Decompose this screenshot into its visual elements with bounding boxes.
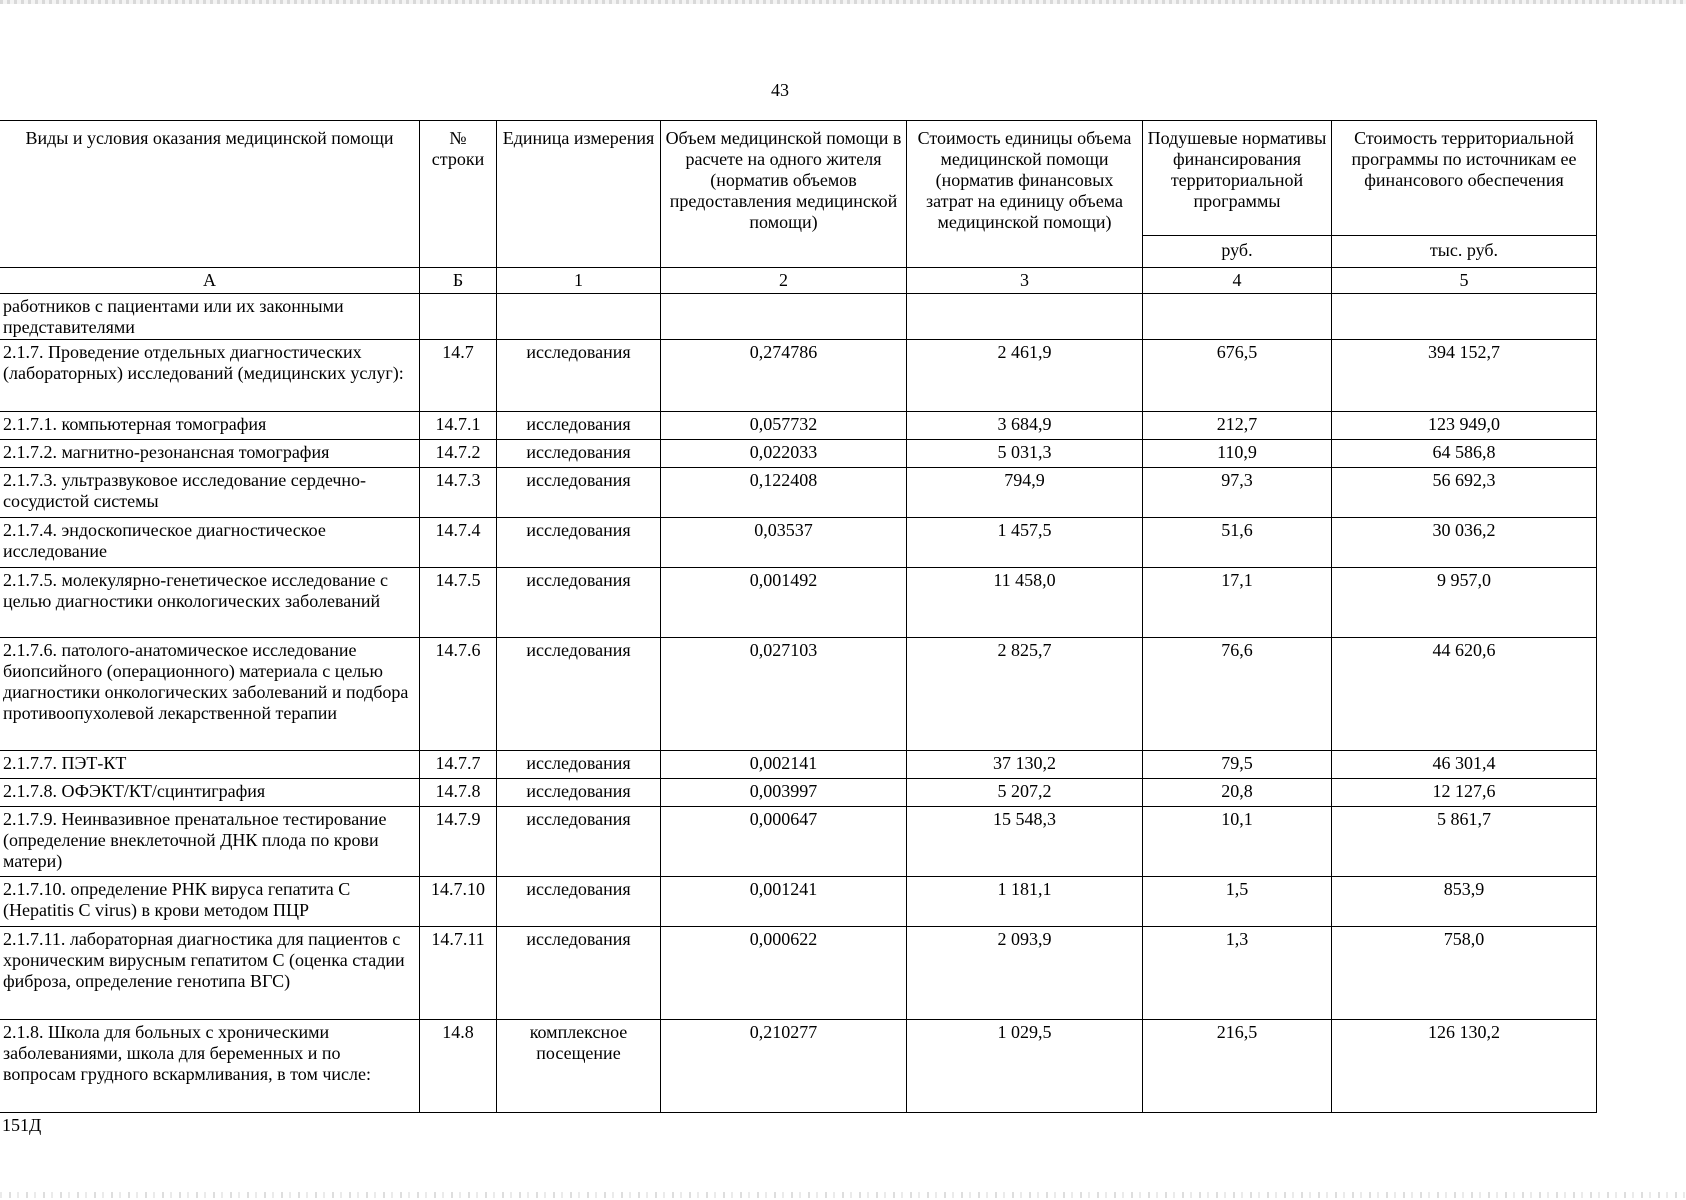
row-volume: 0,003997 <box>661 779 907 807</box>
row-number: 14.7.4 <box>420 518 497 568</box>
row-per-capita: 10,1 <box>1143 807 1332 877</box>
row-number: 14.7.5 <box>420 568 497 638</box>
header-col-b: № строки <box>420 121 497 268</box>
row-number: 14.7.1 <box>420 412 497 440</box>
row-unit: исследования <box>497 440 661 468</box>
row-cost: 1 181,1 <box>907 877 1143 927</box>
row-volume: 0,001492 <box>661 568 907 638</box>
scan-edge-bottom <box>0 1192 1686 1198</box>
column-number: 4 <box>1143 268 1332 294</box>
row-volume: 0,210277 <box>661 1020 907 1113</box>
row-total: 5 861,7 <box>1332 807 1597 877</box>
row-name: 2.1.7.6. патолого-анатомическое исследование биопсийного (операционного) материала с целью диагностики онкологических заболеваний и подбора противоопухолевой лекарственной терапии <box>0 638 420 751</box>
row-number: 14.7.2 <box>420 440 497 468</box>
header-col-a: Виды и условия оказания медицинской помощи <box>0 121 420 268</box>
row-cost: 1 457,5 <box>907 518 1143 568</box>
table-row <box>0 807 1597 877</box>
row-per-capita: 676,5 <box>1143 340 1332 412</box>
header-col-3: Стоимость единицы объема медицинской помощи (норматив финансовых затрат на единицу объема медицинской помощи) <box>907 121 1143 268</box>
row-cost: 5 207,2 <box>907 779 1143 807</box>
column-number-row <box>0 268 1597 294</box>
header-unit-5: тыс. руб. <box>1332 236 1597 268</box>
row-number: 14.7 <box>420 340 497 412</box>
row-total: 44 620,6 <box>1332 638 1597 751</box>
row-volume: 0,027103 <box>661 638 907 751</box>
scan-edge-top <box>0 0 1686 4</box>
row-number: 14.7.3 <box>420 468 497 518</box>
row-total: 123 949,0 <box>1332 412 1597 440</box>
row-number: 14.7.10 <box>420 877 497 927</box>
row-per-capita: 1,5 <box>1143 877 1332 927</box>
table-row <box>0 518 1597 568</box>
row-unit: комплексное посещение <box>497 1020 661 1113</box>
row-number: 14.7.7 <box>420 751 497 779</box>
row-name: 2.1.7. Проведение отдельных диагностических (лабораторных) исследований (медицинских услуг): <box>0 340 420 412</box>
row-volume: 0,274786 <box>661 340 907 412</box>
table-row <box>0 1020 1597 1113</box>
row-volume: 0,022033 <box>661 440 907 468</box>
header-unit-4: руб. <box>1143 236 1332 268</box>
row-per-capita: 97,3 <box>1143 468 1332 518</box>
row-per-capita: 1,3 <box>1143 927 1332 1020</box>
row-volume: 0,001241 <box>661 877 907 927</box>
row-volume: 0,002141 <box>661 751 907 779</box>
row-unit: исследования <box>497 779 661 807</box>
row-name: 2.1.7.4. эндоскопическое диагностическое исследование <box>0 518 420 568</box>
table-row <box>0 440 1597 468</box>
row-volume: 0,057732 <box>661 412 907 440</box>
row-per-capita: 20,8 <box>1143 779 1332 807</box>
column-number: Б <box>420 268 497 294</box>
table-row <box>0 294 1597 340</box>
row-total: 394 152,7 <box>1332 340 1597 412</box>
column-number: 1 <box>497 268 661 294</box>
footer-code: 151Д <box>2 1115 42 1135</box>
row-per-capita: 51,6 <box>1143 518 1332 568</box>
header-col-1: Единица измерения <box>497 121 661 268</box>
row-name: 2.1.7.1. компьютерная томография <box>0 412 420 440</box>
column-number: 2 <box>661 268 907 294</box>
row-number: 14.7.9 <box>420 807 497 877</box>
row-total: 853,9 <box>1332 877 1597 927</box>
row-unit: исследования <box>497 412 661 440</box>
header-col-4: Подушевые нормативы финансирования территориальной программы <box>1143 121 1332 236</box>
row-number: 14.7.11 <box>420 927 497 1020</box>
row-cost: 2 093,9 <box>907 927 1143 1020</box>
row-name: 2.1.7.7. ПЭТ-КТ <box>0 751 420 779</box>
table-row <box>0 568 1597 638</box>
header-col-2: Объем медицинской помощи в расчете на одного жителя (норматив объемов предоставления медицинской помощи) <box>661 121 907 268</box>
row-per-capita: 212,7 <box>1143 412 1332 440</box>
header-row <box>0 121 1597 236</box>
row-volume <box>661 294 907 340</box>
row-cost: 2 825,7 <box>907 638 1143 751</box>
row-cost: 3 684,9 <box>907 412 1143 440</box>
row-unit: исследования <box>497 568 661 638</box>
row-total: 64 586,8 <box>1332 440 1597 468</box>
row-name: 2.1.7.3. ультразвуковое исследование сердечно-сосудистой системы <box>0 468 420 518</box>
table-row <box>0 412 1597 440</box>
row-name: работников с пациентами или их законными представителями <box>0 294 420 340</box>
row-number: 14.7.6 <box>420 638 497 751</box>
row-volume: 0,122408 <box>661 468 907 518</box>
table-row <box>0 779 1597 807</box>
table-row <box>0 927 1597 1020</box>
row-number: 14.7.8 <box>420 779 497 807</box>
data-table <box>0 120 1597 1113</box>
table-row <box>0 877 1597 927</box>
row-per-capita <box>1143 294 1332 340</box>
row-volume: 0,000647 <box>661 807 907 877</box>
row-volume: 0,000622 <box>661 927 907 1020</box>
row-name: 2.1.7.2. магнитно-резонансная томография <box>0 440 420 468</box>
row-cost: 1 029,5 <box>907 1020 1143 1113</box>
row-name: 2.1.7.10. определение РНК вируса гепатита С (Hepatitis C virus) в крови методом ПЦР <box>0 877 420 927</box>
row-total: 56 692,3 <box>1332 468 1597 518</box>
row-per-capita: 110,9 <box>1143 440 1332 468</box>
column-number: 3 <box>907 268 1143 294</box>
row-unit: исследования <box>497 638 661 751</box>
row-total: 30 036,2 <box>1332 518 1597 568</box>
row-total: 126 130,2 <box>1332 1020 1597 1113</box>
row-name: 2.1.7.9. Неинвазивное пренатальное тестирование (определение внеклеточной ДНК плода по крови матери) <box>0 807 420 877</box>
row-total: 758,0 <box>1332 927 1597 1020</box>
column-number: А <box>0 268 420 294</box>
row-total: 12 127,6 <box>1332 779 1597 807</box>
row-per-capita: 17,1 <box>1143 568 1332 638</box>
row-cost: 37 130,2 <box>907 751 1143 779</box>
row-unit: исследования <box>497 877 661 927</box>
row-per-capita: 76,6 <box>1143 638 1332 751</box>
row-cost: 5 031,3 <box>907 440 1143 468</box>
row-per-capita: 79,5 <box>1143 751 1332 779</box>
row-name: 2.1.7.5. молекулярно-генетическое исследование с целью диагностики онкологических заболеваний <box>0 568 420 638</box>
page-number: 43 <box>771 80 789 100</box>
row-unit <box>497 294 661 340</box>
table-row <box>0 751 1597 779</box>
row-per-capita: 216,5 <box>1143 1020 1332 1113</box>
row-total: 46 301,4 <box>1332 751 1597 779</box>
row-name: 2.1.7.8. ОФЭКТ/КТ/сцинтиграфия <box>0 779 420 807</box>
table-row <box>0 340 1597 412</box>
column-number: 5 <box>1332 268 1597 294</box>
row-unit: исследования <box>497 340 661 412</box>
row-volume: 0,03537 <box>661 518 907 568</box>
row-cost <box>907 294 1143 340</box>
row-unit: исследования <box>497 468 661 518</box>
row-cost: 2 461,9 <box>907 340 1143 412</box>
row-name: 2.1.8. Школа для больных с хроническими заболеваниями, школа для беременных и по вопросам грудного вскармливания, в том числе: <box>0 1020 420 1113</box>
table-row <box>0 638 1597 751</box>
row-cost: 15 548,3 <box>907 807 1143 877</box>
row-total: 9 957,0 <box>1332 568 1597 638</box>
row-unit: исследования <box>497 807 661 877</box>
row-cost: 11 458,0 <box>907 568 1143 638</box>
header-col-5: Стоимость территориальной программы по источникам ее финансового обеспечения <box>1332 121 1597 236</box>
row-cost: 794,9 <box>907 468 1143 518</box>
table-row <box>0 468 1597 518</box>
row-number <box>420 294 497 340</box>
row-unit: исследования <box>497 927 661 1020</box>
row-name: 2.1.7.11. лабораторная диагностика для пациентов с хроническим вирусным гепатитом С (оценка стадии фиброза, определение генотипа ВГС) <box>0 927 420 1020</box>
row-unit: исследования <box>497 518 661 568</box>
row-unit: исследования <box>497 751 661 779</box>
row-total <box>1332 294 1597 340</box>
row-number: 14.8 <box>420 1020 497 1113</box>
